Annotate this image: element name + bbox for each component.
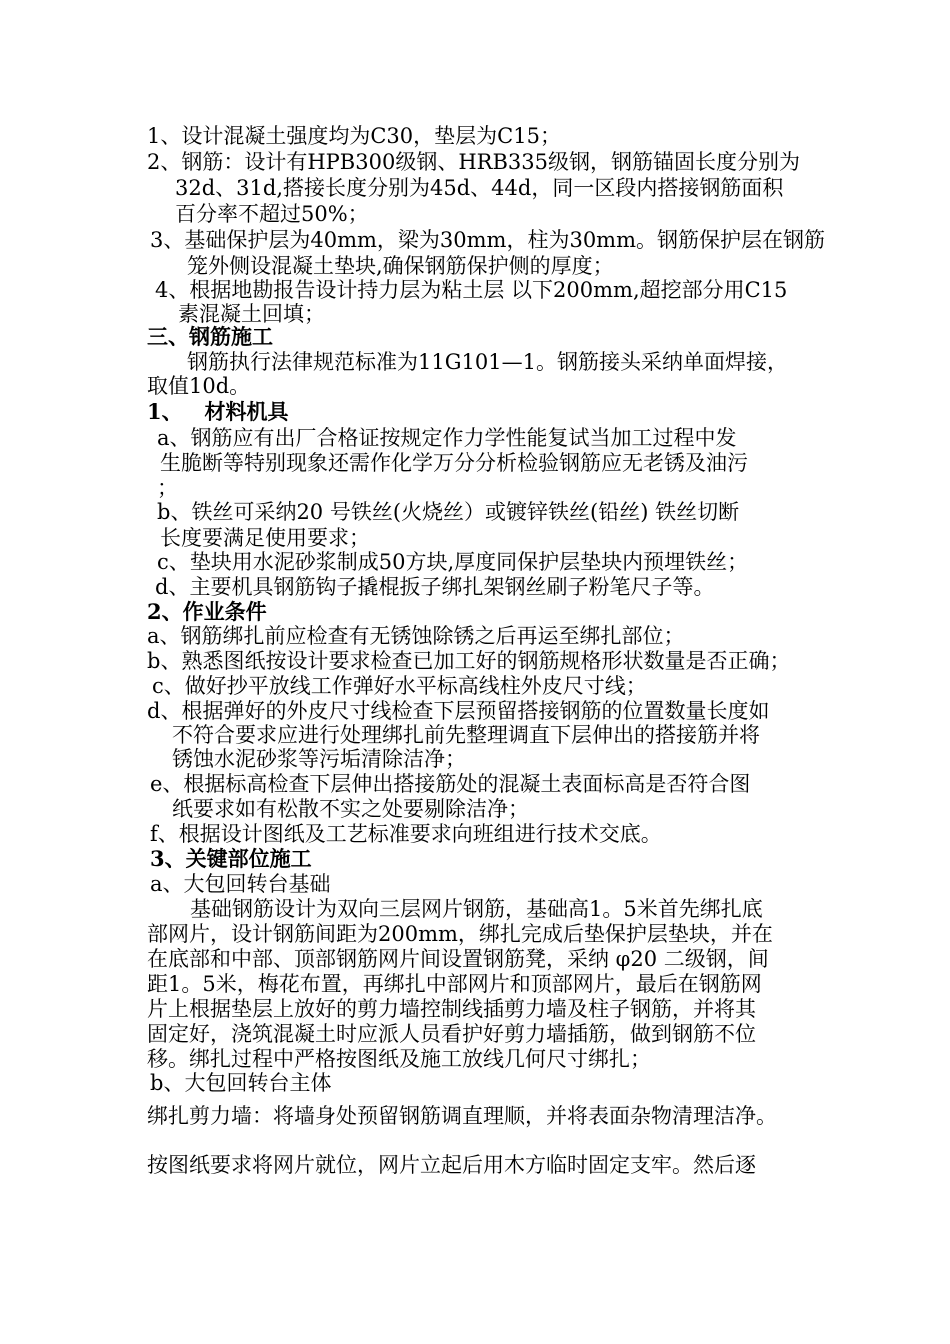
- text-line: f、根据设计图纸及工艺标准要求向班组进行技术交底。: [150, 822, 662, 846]
- text-line: 片上根据垫层上放好的剪力墙控制线插剪力墙及柱子钢筋，并将其: [147, 997, 756, 1021]
- text-line: e、根据标高检查下层伸出搭接筋处的混凝土表面标高是否符合图: [150, 772, 751, 796]
- text-line: 不符合要求应进行处理绑扎前先整理调直下层伸出的搭接筋并将: [172, 723, 760, 747]
- text-line: b、熟悉图纸按设计要求检查已加工好的钢筋规格形状数量是否正确；: [147, 649, 791, 673]
- text-line: a、大包回转台基础: [150, 872, 331, 896]
- text-line: 素混凝土回填；: [178, 302, 325, 326]
- text-line: 固定好，浇筑混凝土时应派人员看护好剪力墙插筋，做到钢筋不位: [147, 1022, 756, 1046]
- text-line: 部网片，设计钢筋间距为200mm，绑扎完成后垫保护层垫块，并在: [147, 922, 773, 946]
- text-line: 纸要求如有松散不实之处要剔除洁净；: [172, 797, 529, 821]
- text-line: 钢筋执行法律规范标准为11G101—1。钢筋接头采纳单面焊接，: [187, 350, 788, 374]
- text-line: 生脆断等特别现象还需作化学万分分析检验钢筋应无老锈及油污: [160, 451, 748, 475]
- text-line: 绑扎剪力墙：将墙身处预留钢筋调直理顺，并将表面杂物清理洁净。: [147, 1104, 777, 1128]
- section-heading: 三、钢筋施工: [147, 324, 273, 349]
- subsection-heading: 2、作业条件: [147, 599, 267, 624]
- text-line: 距1。5米，梅花布置，再绑扎中部网片和顶部网片，最后在钢筋网: [147, 972, 762, 996]
- text-line: d、根据弹好的外皮尺寸线检查下层预留搭接钢筋的位置数量长度如: [147, 699, 770, 723]
- text-line: ；: [157, 476, 178, 500]
- text-line: 4、根据地勘报告设计持力层为粘土层 以下200mm,超挖部分用C15: [155, 278, 788, 302]
- text-line: 取值10d。: [147, 374, 251, 398]
- text-line: 长度要满足使用要求；: [160, 526, 370, 550]
- text-line: 基础钢筋设计为双向三层网片钢筋，基础高1。5米首先绑扎底: [190, 897, 763, 921]
- text-line: 笼外侧设混凝土垫块,确保钢筋保护侧的厚度；: [187, 254, 614, 278]
- text-line: a、钢筋绑扎前应检查有无锈蚀除锈之后再运至绑扎部位；: [147, 624, 685, 648]
- text-line: 32d、31d,搭接长度分别为45d、44d，同一区段内搭接钢筋面积: [175, 176, 784, 200]
- text-line: 在底部和中部、顶部钢筋网片间设置钢筋凳，采纳 φ20 二级钢，间: [147, 947, 769, 971]
- text-line: 3、基础保护层为40mm，梁为30mm，柱为30mm。钢筋保护层在钢筋: [150, 228, 826, 252]
- text-line: b、大包回转台主体: [150, 1071, 332, 1095]
- text-line: 移。绑扎过程中严格按图纸及施工放线几何尺寸绑扎；: [147, 1047, 651, 1071]
- text-line: 1、设计混凝土强度均为C30，垫层为C15；: [147, 124, 561, 148]
- text-line: 2、钢筋：设计有HPB300级钢、HRB335级钢，钢筋锚固长度分别为: [147, 150, 800, 174]
- text-line: 按图纸要求将网片就位，网片立起后用木方临时固定支牢。然后逐: [147, 1153, 756, 1177]
- text-line: d、主要机具钢筋钩子撬棍扳子绑扎架钢丝刷子粉笔尺子等。: [155, 575, 715, 599]
- text-line: c、垫块用水泥砂浆制成50方块,厚度同保护层垫块内预埋铁丝；: [157, 550, 749, 574]
- subsection-heading: 1、 材料机具: [147, 399, 289, 424]
- text-line: 百分率不超过50%；: [175, 202, 369, 226]
- text-line: 锈蚀水泥砂浆等污垢清除洁净；: [172, 747, 466, 771]
- text-line: a、钢筋应有出厂合格证按规定作力学性能复试当加工过程中发: [157, 426, 737, 450]
- text-line: c、做好抄平放线工作弹好水平标高线柱外皮尺寸线；: [152, 674, 647, 698]
- text-line: b、铁丝可采纳20 号铁丝(火烧丝）或镀锌铁丝(铅丝) 铁丝切断: [157, 500, 740, 524]
- subsection-heading: 3、关键部位施工: [150, 846, 312, 871]
